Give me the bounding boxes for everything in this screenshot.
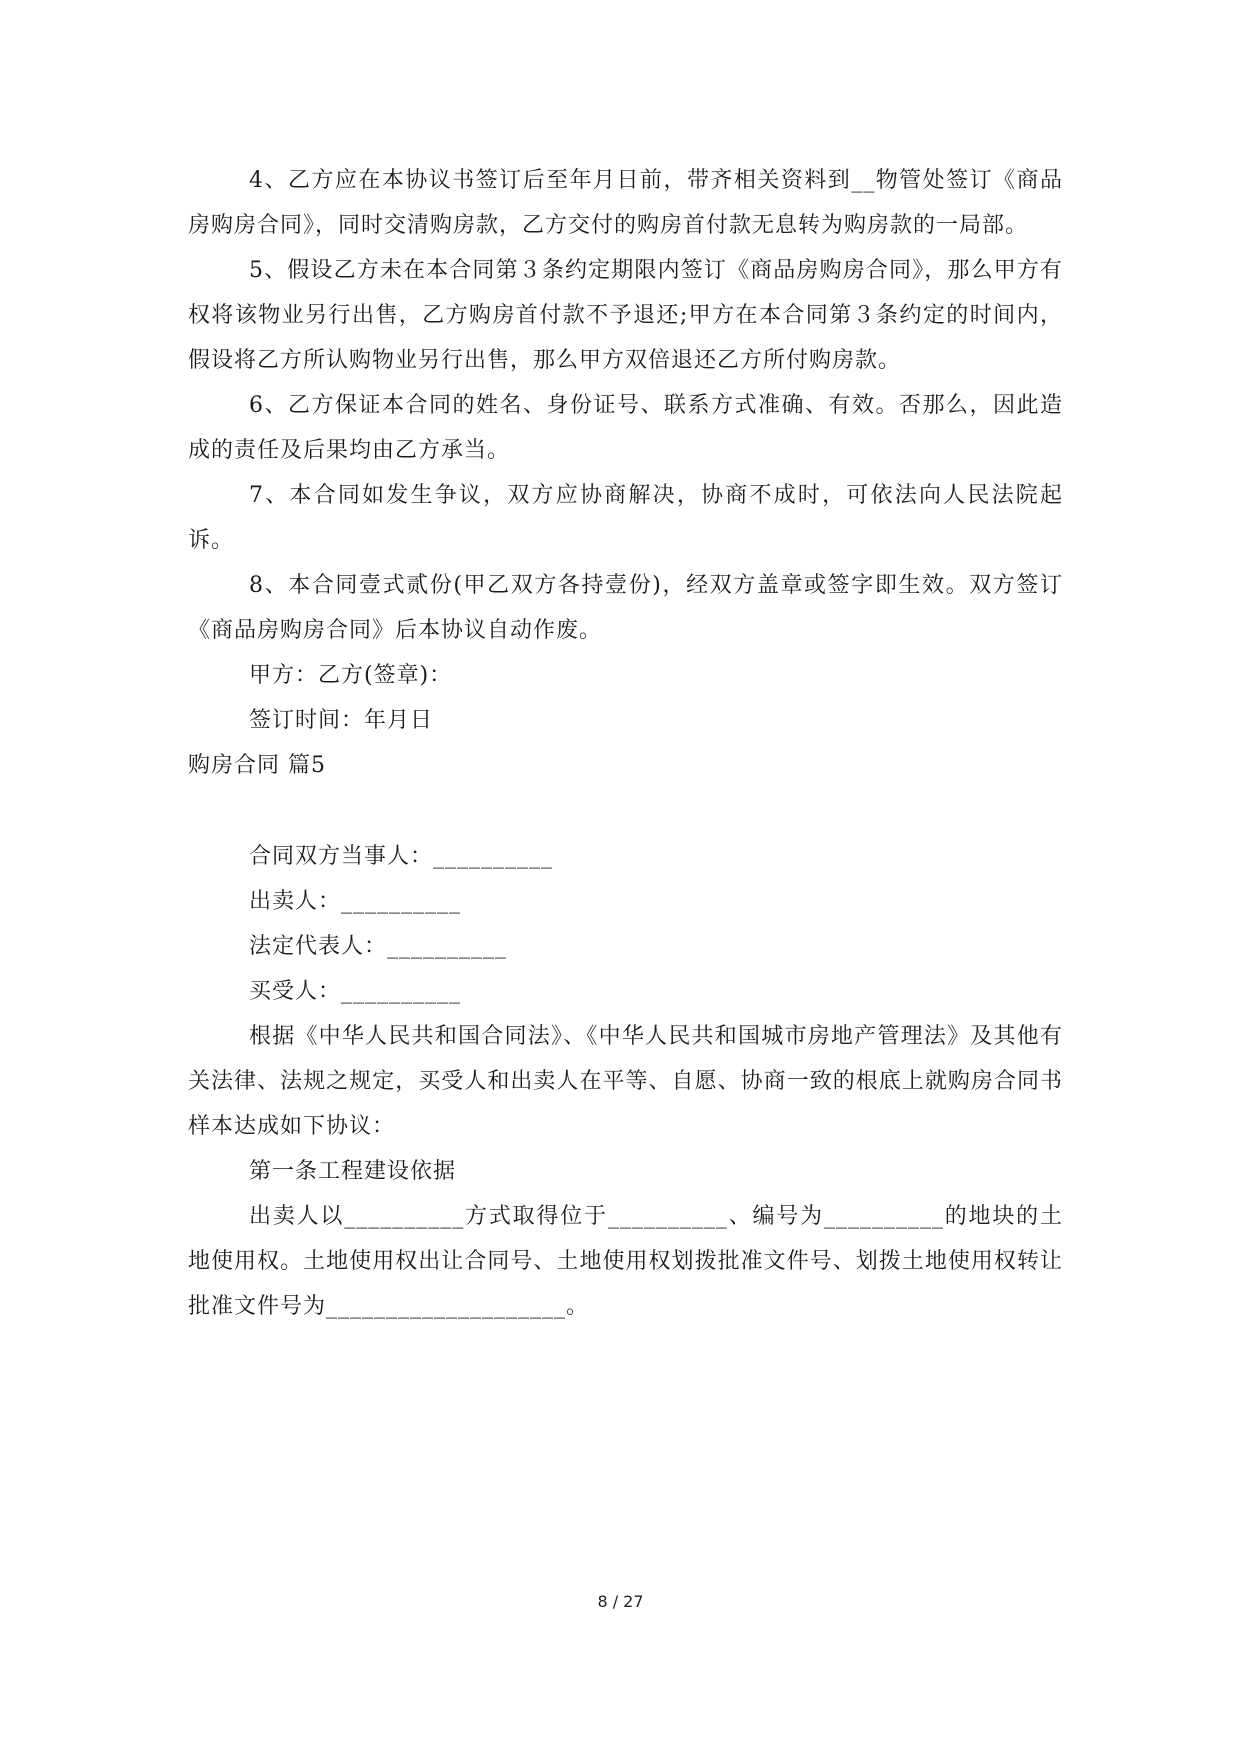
legal-representative-line: 法定代表人：__________ (249, 934, 508, 959)
clause-7: 7、本合同如发生争议，双方应协商解决，协商不成时，可依法向人民法院起诉。 (188, 483, 1063, 553)
article-1-heading: 第一条工程建设依据 (249, 1159, 457, 1184)
clause-5: 5、假设乙方未在本合同第３条约定期限内签订《商品房购房合同》，那么甲方有权将该物业另行出售，乙方购房首付款不予退还;甲方在本合同第３条约定的时间内，假设将乙方所认购物业另行出售，那么甲方双倍退还乙方所付购房款。 (188, 258, 1063, 373)
document-body (188, 158, 1063, 1329)
article-1-body: 出卖人以__________方式取得位于__________、编号为__________的地块的土地使用权。土地使用权出让合同号、土地使用权划拨批准文件号、划拨土地使用权转让批准文件号为____________________。 (188, 1204, 1063, 1319)
seller-line: 出卖人：__________ (249, 889, 462, 914)
signing-date-line: 签订时间：年月日 (249, 708, 434, 733)
clause-6: 6、乙方保证本合同的姓名、身份证号、联系方式准确、有效。否那么，因此造成的责任及后果均由乙方承当。 (188, 393, 1063, 463)
clause-8: 8、本合同壹式贰份(甲乙双方各持壹份)，经双方盖章或签字即生效。双方签订《商品房购房合同》后本协议自动作废。 (188, 573, 1063, 643)
legal-basis-paragraph: 根据《中华人民共和国合同法》、《中华人民共和国城市房地产管理法》及其他有关法律、法规之规定，买受人和出卖人在平等、自愿、协商一致的根底上就购房合同书样本达成如下协议： (188, 1024, 1063, 1139)
clause-4: 4、乙方应在本协议书签订后至年月日前，带齐相关资料到__物管处签订《商品房购房合同》，同时交清购房款，乙方交付的购房首付款无息转为购房款的一局部。 (188, 168, 1063, 238)
signature-line: 甲方：乙方(签章)： (249, 663, 453, 688)
page-number: 8 / 27 (597, 1592, 644, 1611)
parties-line: 合同双方当事人：__________ (249, 844, 554, 869)
section-spacer (188, 788, 1063, 834)
section-heading: 购房合同 篇5 (188, 753, 326, 778)
buyer-line: 买受人：__________ (249, 979, 462, 1004)
